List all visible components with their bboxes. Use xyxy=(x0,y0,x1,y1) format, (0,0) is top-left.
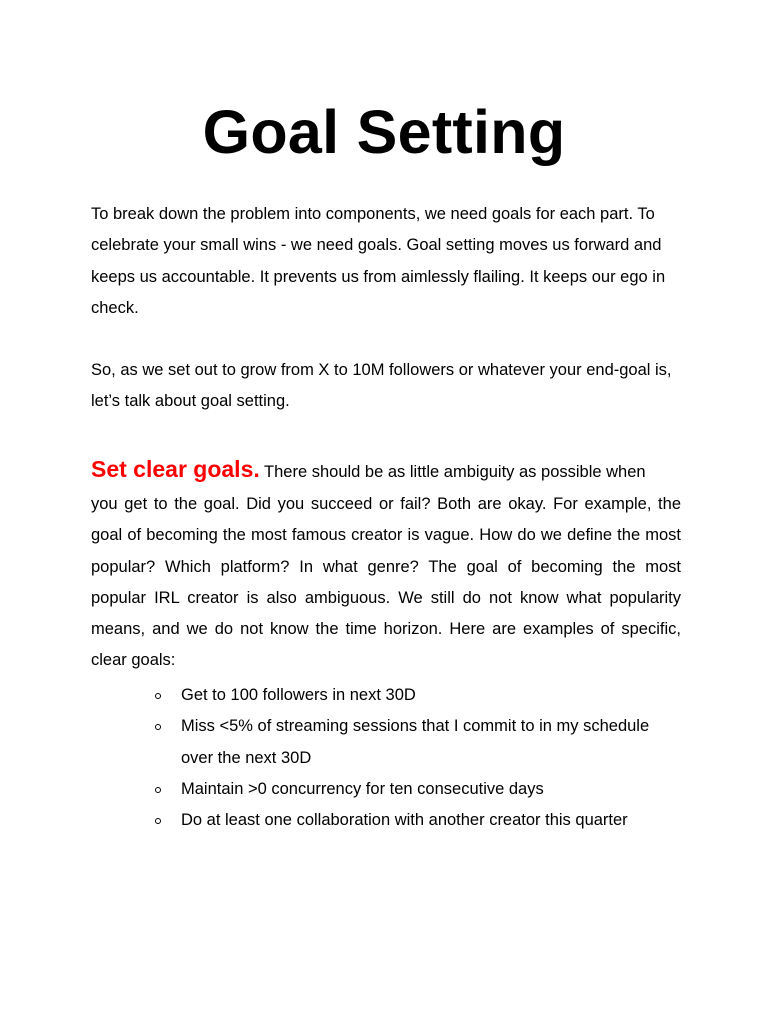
list-item xyxy=(155,680,685,711)
list-item xyxy=(155,774,685,805)
clear-goals-paragraph xyxy=(91,452,681,677)
list-item-text: Do at least one collaboration with another creator this quarter xyxy=(181,811,628,830)
clear-goals-body-text: you get to the goal. Did you succeed or fail? Both are okay. For example, the goal of becoming the most famous creator is vague. How do we define the most popular? Which platform? In what genre? The goal of becoming the most popular IRL creator is also ambiguous. We still do not know what popularity means, and we do not know the time horizon. Here are examples of specific, clear goals: xyxy=(91,495,681,670)
list-item-text: Get to 100 followers in next 30D xyxy=(181,686,416,704)
list-item xyxy=(155,805,685,836)
list-item-text: Maintain >0 concurrency for ten consecutive days xyxy=(181,779,544,798)
clear-goals-intro-text: There should be as little ambiguity as possible when xyxy=(259,463,646,481)
intro-paragraph: To break down the problem into components, we need goals for each part. To celebrate your small wins - we need goals. Goal setting moves us forward and keeps us accountable. It prevents us from aimlessly flailing. It keeps our ego in check. xyxy=(91,205,666,317)
list-item-text: Miss <5% of streaming sessions that I commit to in my schedule over the next 30D xyxy=(181,717,650,767)
hollow-circle-bullet-icon xyxy=(155,724,161,730)
page-title: Goal Setting xyxy=(202,98,566,166)
clear-goals-first-line xyxy=(91,452,681,489)
list-item xyxy=(155,711,685,774)
growth-paragraph: So, as we set out to grow from X to 10M followers or whatever your end-goal is, let’s talk about goal setting. xyxy=(91,361,672,411)
hollow-circle-bullet-icon xyxy=(155,693,161,699)
goals-list xyxy=(155,680,685,836)
hollow-circle-bullet-icon xyxy=(155,787,161,793)
section-heading-set-clear-goals: Set clear goals. xyxy=(91,456,260,482)
hollow-circle-bullet-icon xyxy=(155,818,161,824)
